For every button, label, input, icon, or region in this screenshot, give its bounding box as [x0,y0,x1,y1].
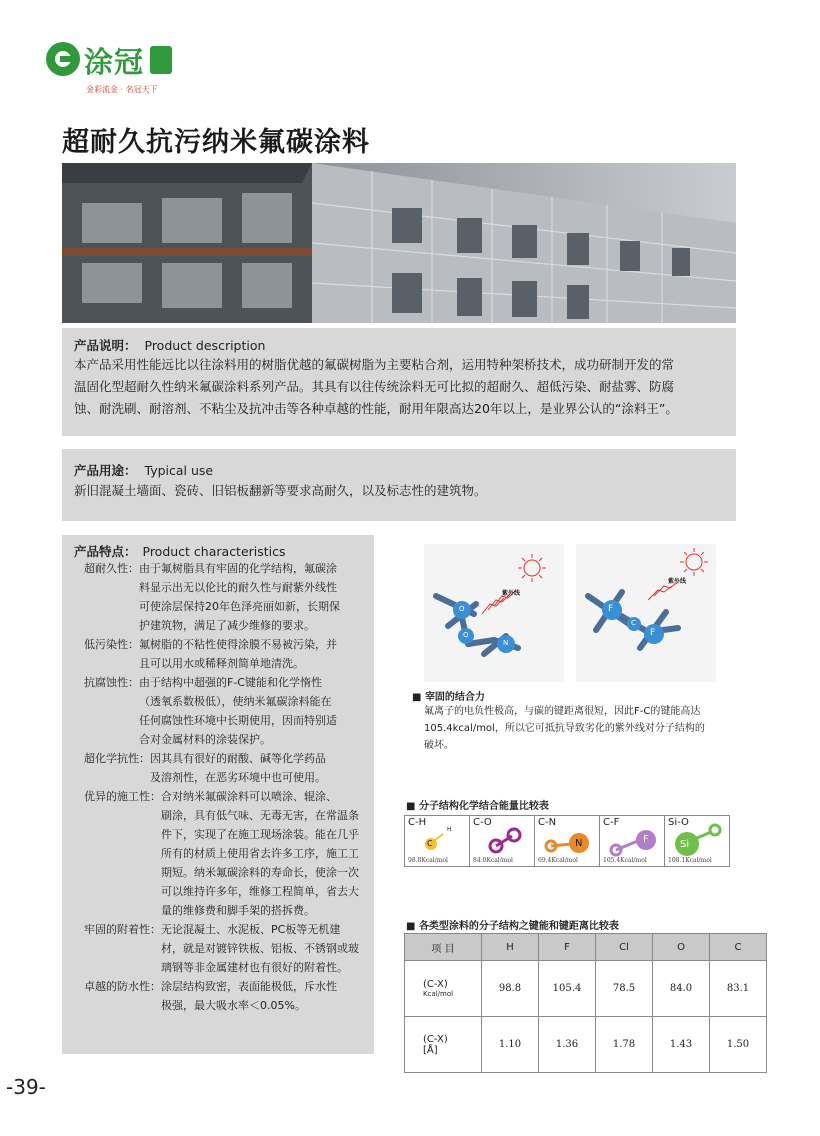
feature-line: 量的维修费和脚手架的搭拆费。 [161,904,315,917]
bond-table-header: 项 目 H F Cl O C [405,934,767,961]
feature-item [84,977,372,1015]
feature-item [84,749,372,787]
description-label-en: Product description [144,338,266,353]
energy-cell: C-H C H 98.8Kcal/mol [405,816,470,867]
feature-line: 及溶剂性，在恶劣环境中也可使用。 [150,771,326,784]
feature-key: 牢固的附着性： [84,923,161,936]
table-row: (C-X) Kcal/mol 98.8 105.4 78.5 84.0 83.1 [405,961,767,1017]
bond-table [404,933,767,1073]
bond-table-title: ■ 各类型涂料的分子结构之键能和键距离比较表 [406,921,619,932]
feature-key: 抗腐蚀性： [84,676,139,689]
energy-cell: C-F F 105.4Kcal/mol [600,816,665,867]
brand-name: 涂冠 [84,45,145,79]
atom-label: C [631,619,636,627]
feature-line: 氟树脂的不粘性使得涂膜不易被污染，并 [139,638,337,651]
feature-line: 由于结构中超强的F-C键能和化学惰性 [139,676,322,689]
atom-label: F [650,628,656,638]
features-list [84,559,372,1015]
feature-line: 料显示出无以伦比的耐久性与耐紫外线性 [139,581,337,594]
bond-text: 氟离子的电负性极高，与碳的键距离很短，因此F-C的键能高达 105.4kcal/mol，所以它可抵抗导致劣化的紫外线对分子结构的 破坏。 [424,706,705,751]
feature-line: 璃钢等非金属建材也有很好的附着性。 [161,961,348,974]
page-number: -39- [6,1075,46,1099]
feature-line: 涂层结构致密，表面能极低，斥水性 [161,980,337,993]
usage-label-en: Typical use [144,463,214,478]
features-label-cn: 产品特点： [74,544,137,559]
usage-panel [62,449,736,521]
energy-cell: Si-O Si 108.1Kcal/mol [665,816,730,867]
feature-line: 合对金属材料的涂装保护。 [139,733,271,746]
feature-key: 卓越的防水性： [84,980,161,993]
uv-label-right: 紫外线 [668,578,687,585]
features-heading [74,542,286,560]
sun-icon-right [648,548,708,600]
energy-table-title: ■ 分子结构化学结合能量比较表 [406,801,549,812]
feature-item [84,635,372,673]
feature-line: 可使涂层保持20年色泽亮丽如新，长期保 [139,600,340,613]
feature-key: 低污染性： [84,638,139,651]
feature-item [84,673,372,749]
molecule-diagram [404,536,734,751]
feature-line: 任何腐蚀性环境中长期使用，因而特别适 [139,714,337,727]
description-body [74,354,734,420]
atom-label: N [503,639,509,647]
feature-key: 超耐久性： [84,562,139,575]
logo-mark-icon [46,42,80,76]
feature-line: 材，就是对镀锌铁板、铝板、不锈钢或玻 [161,942,359,955]
description-line: 温固化型超耐久性纳米氟碳涂料系列产品。其具有以往传统涂料无可比拟的超耐久、超低污染、耐盐雾、防腐 [74,379,675,394]
energy-table [404,815,730,867]
uv-label-left: 紫外线 [502,590,521,597]
feature-line: 件下，实现了在施工现场涂装。能在几乎 [161,828,359,841]
atom-label: O [459,605,465,613]
usage-label-cn: 产品用途： [74,463,137,478]
description-label-cn: 产品说明： [74,338,137,353]
feature-item [84,787,372,920]
features-label-en: Product characteristics [142,544,286,559]
description-panel [62,328,736,436]
building-photo [62,163,736,323]
brand-slogan: 金彩流金 · 名冠天下 [86,85,158,94]
bond-caption [412,688,732,754]
sun-icon-left [482,554,546,614]
feature-item [84,920,372,977]
feature-line: 护建筑物，满足了减少维修的要求。 [139,619,315,632]
feature-line: 可以维持许多年，维修工程简单，省去大 [161,885,359,898]
energy-cell: C-O 84.0Kcal/mol [470,816,535,867]
feature-line: 所有的材质上使用省去许多工序，施工工 [161,847,359,860]
brand-logo [46,40,176,100]
atom-label: F [608,604,614,614]
description-heading [74,336,265,354]
usage-body: 新旧混凝土墙面、瓷砖、旧铝板翻新等要求高耐久，以及标志性的建筑物。 [74,483,487,498]
description-line: 蚀、耐洗刷、耐溶剂、不粘尘及抗冲击等各种卓越的性能，耐用年限高达20年以上，是业界公认的“涂料王”。 [74,401,678,416]
features-panel [62,535,374,1054]
usage-heading [74,461,213,479]
atom-label: O [463,631,469,639]
feature-line: 期短。纳米氟碳涂料的寿命长，使涂一次 [161,866,359,879]
feature-line: 由于氟树脂具有牢固的化学结构，氟碳涂 [139,562,337,575]
feature-key: 超化学抗性： [84,752,150,765]
page-title: 超耐久抗污纳米氟碳涂料 [62,127,370,158]
seal-icon [150,46,172,74]
feature-line: （透氧系数极低），使纳米氟碳涂料能在 [139,695,332,708]
feature-line: 刷涂，具有低气味、无毒无害，在常温条 [161,809,359,822]
feature-line: 极强，最大吸水率＜0.05%。 [161,999,306,1012]
feature-key: 优异的施工性： [84,790,161,803]
feature-line: 无论混凝土、水泥板、PC板等无机建 [161,923,341,936]
feature-line: 且可以用水或稀释剂简单地清洗。 [139,657,304,670]
table-row: (C-X) [Å] 1.10 1.36 1.78 1.43 1.50 [405,1017,767,1073]
feature-item [84,559,372,635]
feature-line: 因其具有很好的耐酸、碱等化学药品 [150,752,326,765]
description-line: 本产品采用性能远比以往涂料用的树脂优越的氟碳树脂为主要粘合剂，运用特种架桥技术，成功研制开发的常 [74,357,675,372]
energy-cell: C-N N 69.4Kcal/mol [535,816,600,867]
bond-title: ■ 宰固的结合力 [412,692,485,703]
feature-line: 合对纳米氟碳涂料可以喷涂、辊涂、 [161,790,337,803]
